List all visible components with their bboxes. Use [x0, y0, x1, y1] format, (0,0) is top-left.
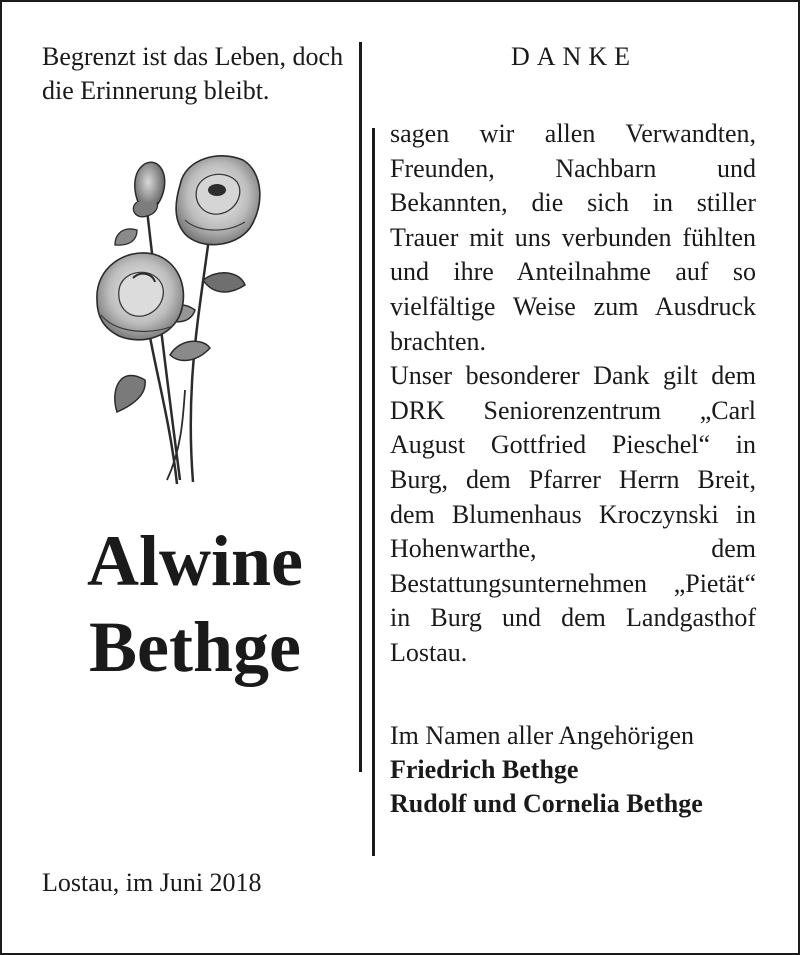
thanks-paragraph: Unser besonderer Dank gilt dem DRK Seniorenzentrum „Carl August Gottfried Pieschel“ in Burg, dem Pfarrer Herrn Breit, dem Blumenhaus Kroczynski in Hohenwarthe, dem Bestattungsunternehmen „Pietät“ in Burg und dem Landgasthof Lostau.: [390, 361, 756, 667]
thanks-paragraph: sagen wir allen Verwandten, Freunden, Nachbarn und Bekannten, die sich in stiller Trauer mit uns verbunden fühlten und ihre Anteilnahme auf so vielfältige Weise zum Ausdruck brachten.: [390, 119, 756, 356]
memorial-verse: Begrenzt ist das Leben, doch die Erinnerung bleibt.: [42, 42, 344, 105]
closing-line: Im Namen aller Angehörigen: [390, 721, 694, 750]
deceased-last-name: Bethge: [89, 607, 301, 687]
deceased-name: [30, 518, 360, 690]
place-and-date: Lostau, im Juni 2018: [42, 868, 262, 897]
signatory: Friedrich Bethge: [390, 755, 579, 784]
signatory: Rudolf und Cornelia Bethge: [390, 789, 703, 818]
column-divider-lower: [372, 128, 375, 856]
deceased-first-name: Alwine: [87, 521, 303, 601]
thanks-heading: DANKE: [511, 42, 637, 71]
thanks-message: [390, 117, 756, 671]
column-divider-upper: [359, 42, 362, 772]
closing-block: [390, 719, 770, 821]
roses-illustration-icon: [85, 150, 275, 490]
